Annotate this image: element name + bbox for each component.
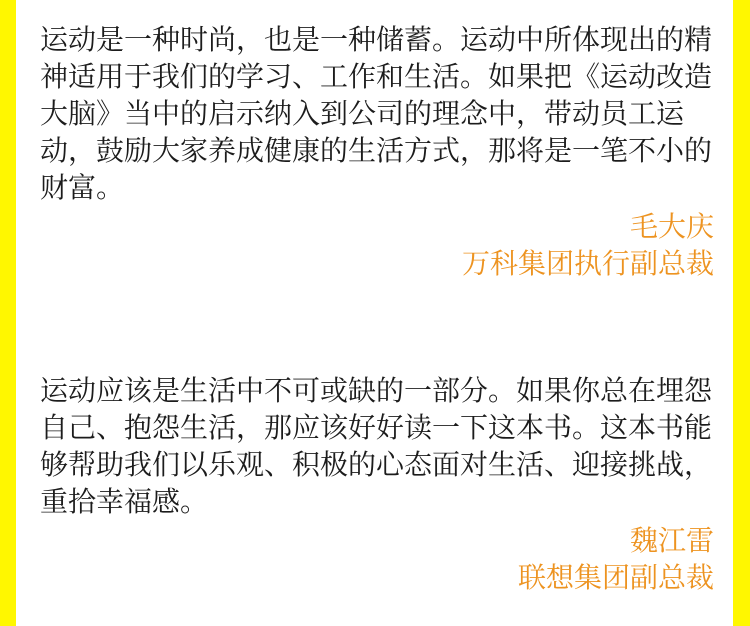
testimonial-attribution — [40, 522, 714, 596]
testimonial-attribution — [40, 208, 714, 282]
author-title: 联想集团副总裁 — [517, 562, 714, 593]
author-name: 魏江雷 — [629, 525, 714, 556]
testimonial-quote: 运动是一种时尚，也是一种储蓄。运动中所体现出的精神适用于我们的学习、工作和生活。如果把《运动改造大脑》当中的启示纳入到公司的理念中，带动员工运动，鼓励大家养成健康的生活方式，那将是一笔不小的财富。 — [40, 24, 713, 203]
testimonial-quote: 运动应该是生活中不可或缺的一部分。如果你总在埋怨自己、抱怨生活，那应该好好读一下这本书。这本书能够帮助我们以乐观、积极的心态面对生活、迎接挑战，重拾幸福感。 — [40, 375, 713, 517]
author-name: 毛大庆 — [629, 211, 714, 242]
author-title: 万科集团执行副总裁 — [461, 248, 714, 279]
right-accent-bar — [733, 0, 750, 626]
content-area — [16, 0, 733, 626]
left-accent-bar — [0, 0, 16, 626]
testimonial-block-1 — [40, 21, 714, 282]
testimonial-block-2 — [40, 372, 714, 596]
